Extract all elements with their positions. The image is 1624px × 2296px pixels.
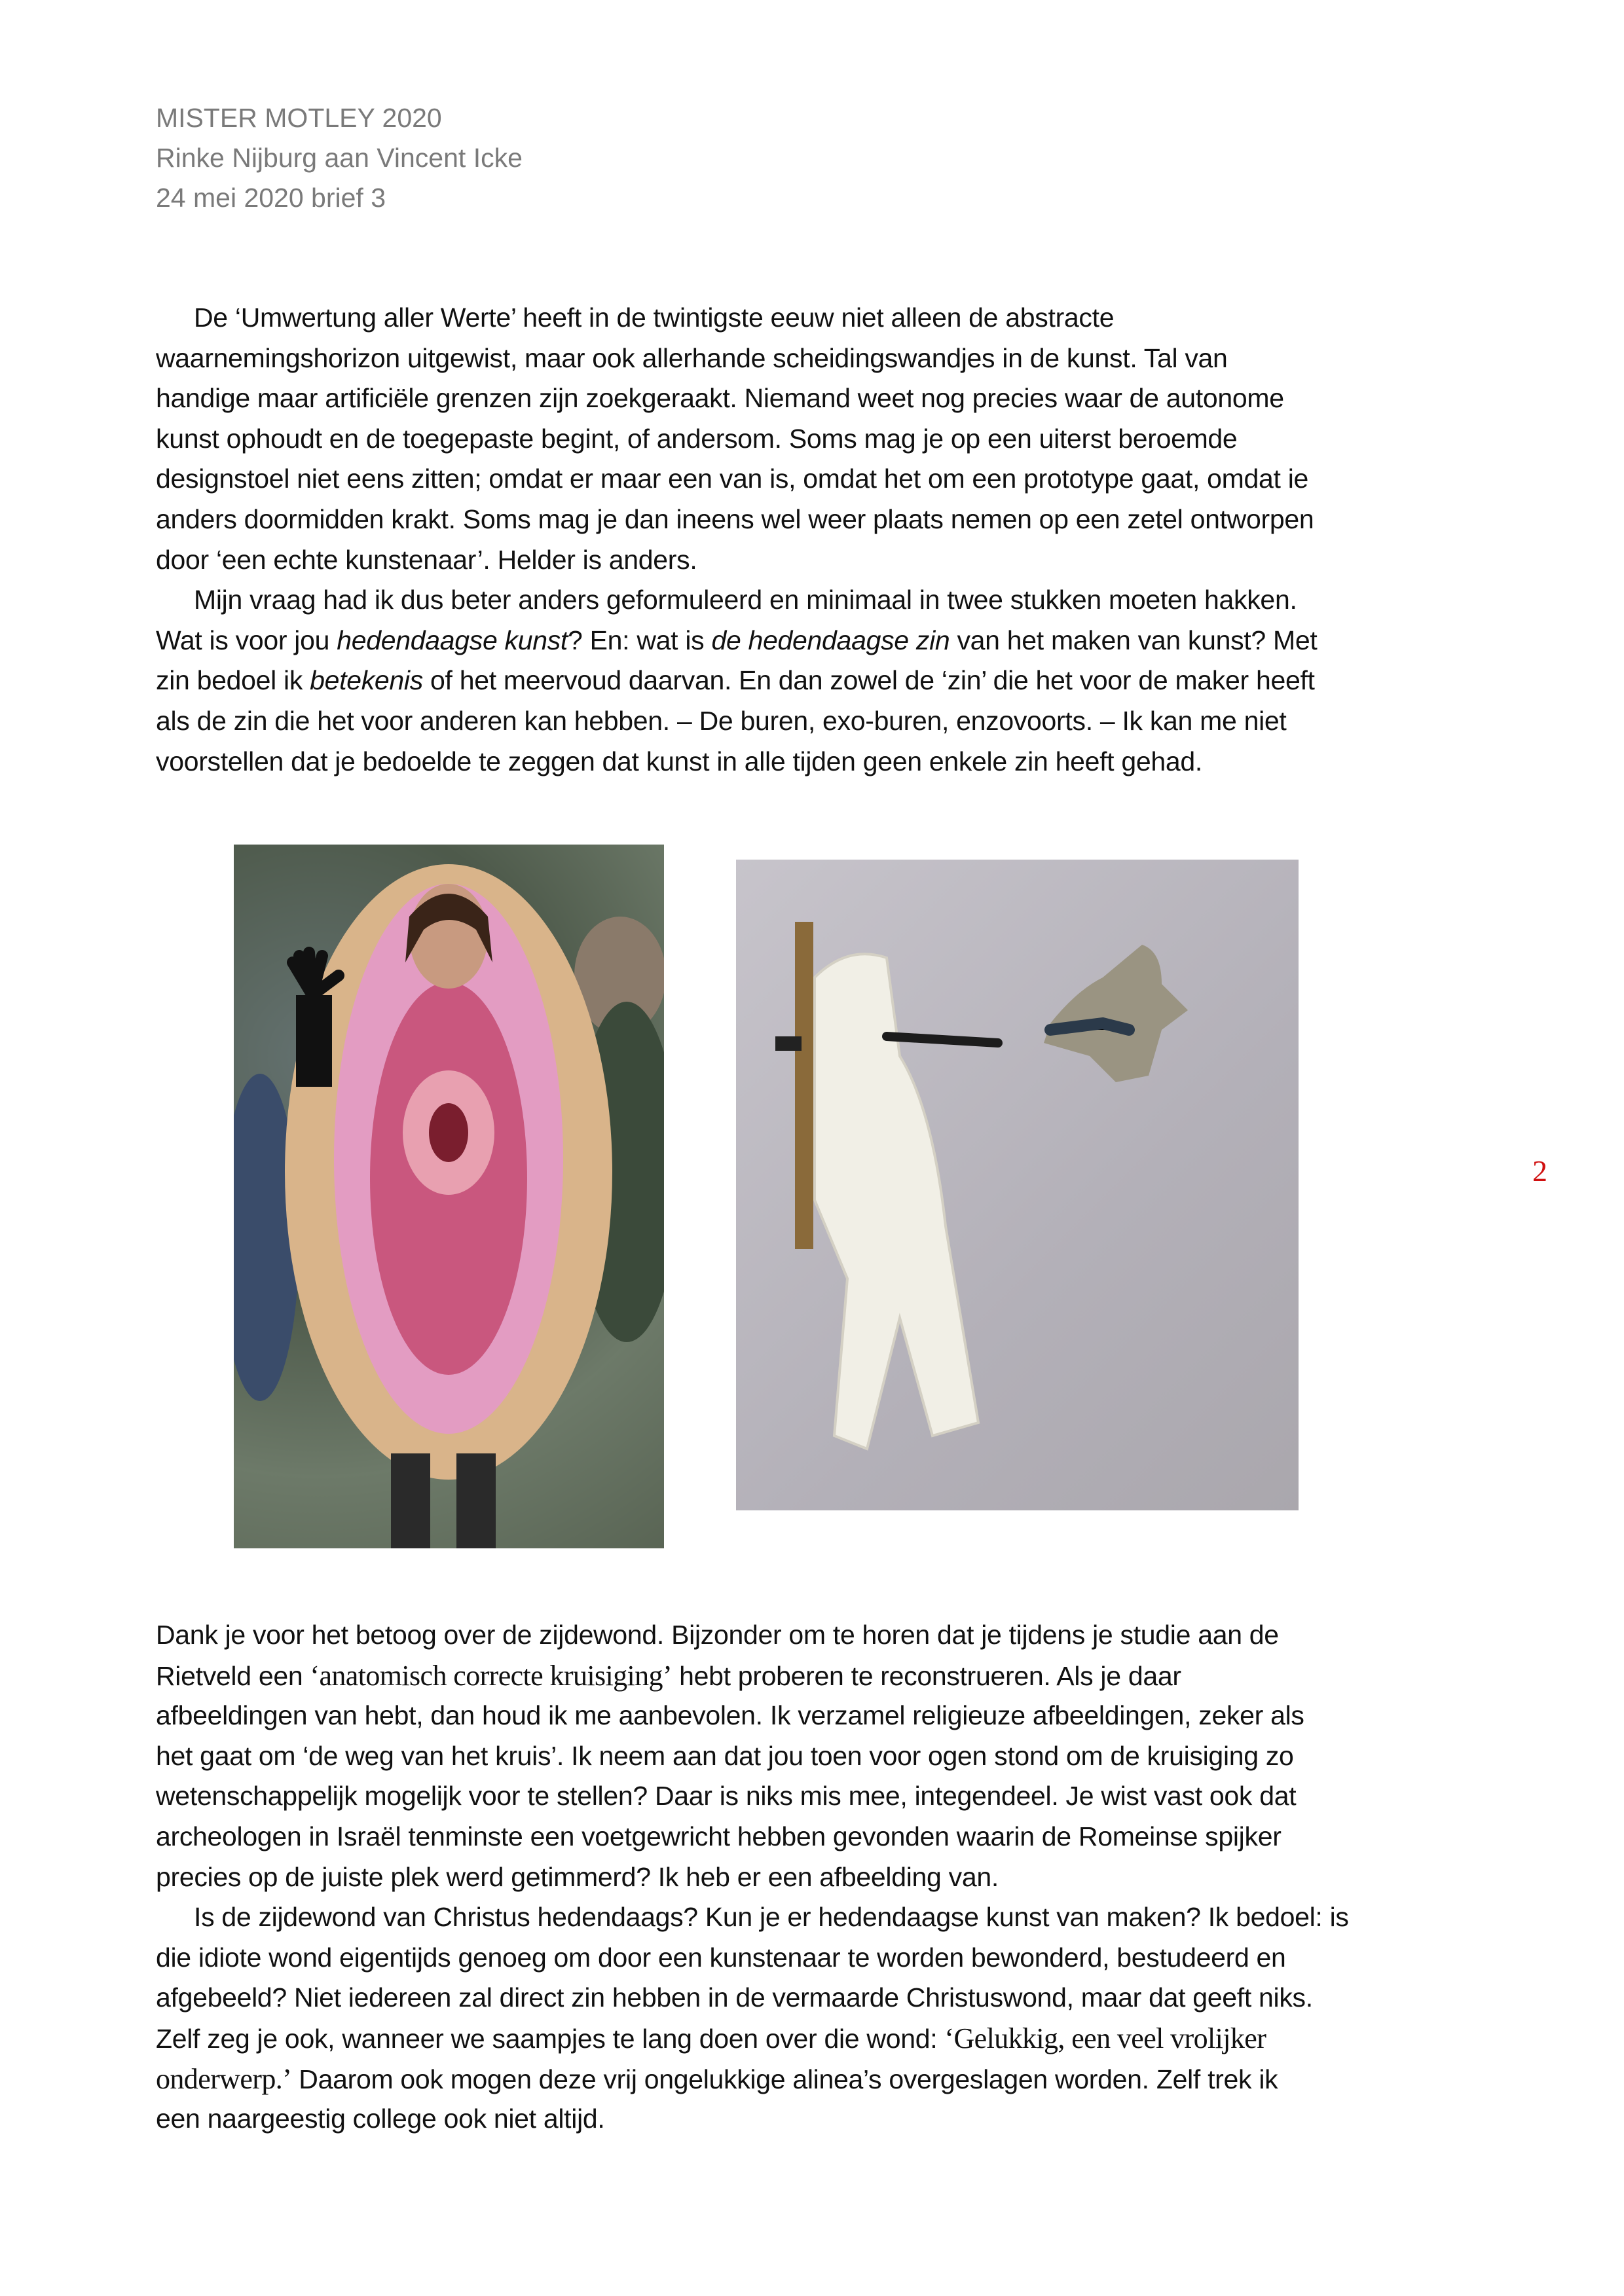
photo-costume-protester xyxy=(234,845,664,1548)
text-line xyxy=(156,1656,1349,1696)
text-line xyxy=(156,742,1317,782)
text-segment: waarnemingshorizon uitgewist, maar ook allerhande scheidingswandjes in de kunst. Tal van xyxy=(156,342,1228,373)
text-line xyxy=(156,2059,1349,2100)
text-line xyxy=(156,580,1317,621)
quoted-serif-text: ‘anatomisch correcte kruisiging’ xyxy=(310,1659,673,1692)
text-segment: Mijn vraag had ik dus beter anders geformuleerd en minimaal in twee stukken moeten hakken. xyxy=(194,585,1297,615)
text-line xyxy=(156,540,1317,581)
text-segment: Dank je voor het betoog over de zijdewond. Bijzonder om te horen dat je tijdens je studie aan de xyxy=(156,1620,1279,1650)
text-line xyxy=(156,621,1317,661)
italic-text: betekenis xyxy=(310,665,423,696)
text-segment: ? En: wat is xyxy=(568,625,712,655)
text-segment: anders doormidden krakt. Soms mag je dan ineens wel weer plaats nemen op een zetel ontworpen xyxy=(156,503,1314,534)
text-line xyxy=(156,1897,1349,1938)
text-line xyxy=(156,1736,1349,1777)
text-segment: Daarom ook mogen deze vrij ongelukkige alinea’s overgeslagen worden. Zelf trek ik xyxy=(291,2064,1278,2094)
text-line xyxy=(156,2099,1349,2140)
quoted-serif-text: ‘Gelukkig, een veel vrolijker xyxy=(944,2022,1266,2054)
text-segment: Wat is voor jou xyxy=(156,625,337,655)
text-line xyxy=(156,500,1317,540)
text-segment: Rietveld een xyxy=(156,1660,310,1691)
page-number: 2 xyxy=(1532,1154,1547,1188)
text-line xyxy=(156,1857,1349,1898)
text-line xyxy=(156,1978,1349,2018)
text-segment: Is de zijdewond van Christus hedendaags? Kun je er hedendaagse kunst van maken? Ik bedoel: is xyxy=(194,1902,1349,1933)
text-line xyxy=(156,1817,1349,1857)
text-segment: die idiote wond eigentijds genoeg om door een kunstenaar te worden bewonderd, bestudeerd en xyxy=(156,1942,1286,1973)
text-segment: voorstellen dat je bedoelde te zeggen dat kunst in alle tijden geen enkele zin heeft gehad. xyxy=(156,746,1202,776)
text-segment: het gaat om ‘de weg van het kruis’. Ik neem aan dat jou toen voor ogen stond om de kruisiging zo xyxy=(156,1740,1294,1771)
italic-text: de hedendaagse zin xyxy=(711,625,950,655)
italic-text: hedendaagse kunst xyxy=(337,625,568,655)
photo-skeleton-foot-nail xyxy=(736,860,1299,1510)
text-line xyxy=(156,419,1317,460)
text-line xyxy=(156,1615,1349,1656)
text-segment: De ‘Umwertung aller Werte’ heeft in de twintigste eeuw niet alleen de abstracte xyxy=(194,302,1115,333)
text-line xyxy=(156,459,1317,500)
text-segment: kunst ophoudt en de toegepaste begint, of andersom. Soms mag je op een uiterst beroemde xyxy=(156,423,1238,454)
text-segment: zin bedoel ik xyxy=(156,665,310,696)
header-date: 24 mei 2020 brief 3 xyxy=(156,183,386,213)
text-line xyxy=(156,378,1317,419)
body-text-top xyxy=(156,298,1317,782)
text-line xyxy=(156,298,1317,338)
letter-header xyxy=(156,98,523,218)
text-line xyxy=(156,1776,1349,1817)
text-segment: door ‘een echte kunstenaar’. Helder is anders. xyxy=(156,544,697,575)
text-segment: archeologen in Israël tenminste een voetgewricht hebben gevonden waarin de Romeinse spijker xyxy=(156,1821,1282,1851)
text-segment: designstoel niet eens zitten; omdat er maar een van is, omdat het om een prototype gaat, omdat ie xyxy=(156,464,1309,494)
text-segment: afgebeeld? Niet iedereen zal direct zin hebben in de vermaarde Christuswond, maar dat geeft niks. xyxy=(156,1982,1313,2013)
body-text-bottom xyxy=(156,1615,1349,2140)
text-segment: van het maken van kunst? Met xyxy=(950,625,1318,655)
text-segment: Zelf zeg je ook, wanneer we saampjes te lang doen over die wond: xyxy=(156,2023,945,2054)
text-line xyxy=(156,661,1317,701)
text-line xyxy=(156,338,1317,379)
text-segment: een naargeestig college ook niet altijd. xyxy=(156,2104,605,2134)
text-line xyxy=(156,1696,1349,1736)
header-title: MISTER MOTLEY 2020 xyxy=(156,103,442,133)
text-segment: precies op de juiste plek werd getimmerd? Ik heb er een afbeelding van. xyxy=(156,1861,999,1892)
text-line xyxy=(156,1938,1349,1978)
text-segment: of het meervoud daarvan. En dan zowel de ‘zin’ die het voor de maker heeft xyxy=(422,665,1315,696)
text-segment: handige maar artificiële grenzen zijn zoekgeraakt. Niemand weet nog precies waar de autonome xyxy=(156,383,1284,414)
text-segment: als de zin die het voor anderen kan hebben. – De buren, exo-buren, enzovoorts. – Ik kan me niet xyxy=(156,705,1287,736)
header-correspondents: Rinke Nijburg aan Vincent Icke xyxy=(156,143,523,173)
text-line xyxy=(156,2018,1349,2059)
quoted-serif-text: onderwerp.’ xyxy=(156,2062,292,2095)
text-segment: hebt proberen te reconstrueren. Als je daar xyxy=(672,1660,1181,1691)
text-segment: afbeeldingen van hebt, dan houd ik me aanbevolen. Ik verzamel religieuze afbeeldingen, zeker als xyxy=(156,1700,1304,1731)
text-segment: wetenschappelijk mogelijk voor te stellen? Daar is niks mis mee, integendeel. Je wist vast ook dat xyxy=(156,1781,1297,1812)
text-line xyxy=(156,701,1317,742)
